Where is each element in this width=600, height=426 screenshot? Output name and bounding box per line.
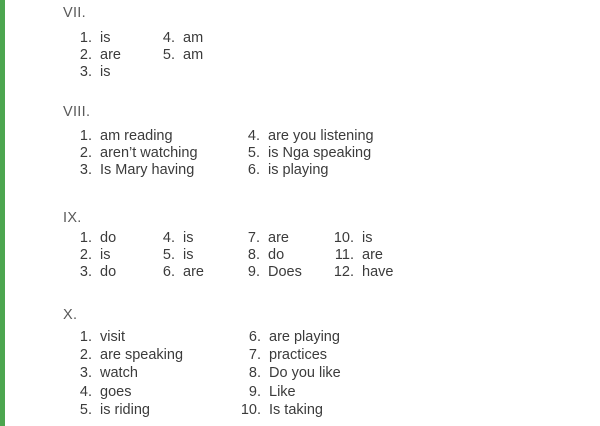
answer-item bbox=[332, 247, 393, 264]
item-number: 4. bbox=[162, 230, 175, 246]
item-text: are bbox=[100, 47, 121, 63]
answer-item bbox=[70, 230, 116, 247]
answer-item bbox=[239, 346, 341, 364]
item-number: 7. bbox=[247, 230, 260, 246]
item-number: 1. bbox=[79, 329, 92, 345]
answer-item bbox=[70, 47, 121, 64]
item-text: is bbox=[362, 230, 373, 246]
item-text: is playing bbox=[268, 162, 329, 178]
answer-item bbox=[70, 145, 198, 162]
item-text: are bbox=[268, 230, 289, 246]
answer-item bbox=[239, 328, 341, 346]
item-number: 2. bbox=[79, 347, 92, 364]
section-heading-viii: VIII. bbox=[63, 104, 91, 120]
item-number: 7. bbox=[248, 347, 261, 364]
item-number: 4. bbox=[247, 128, 260, 144]
item-text: visit bbox=[100, 329, 125, 345]
section-x-column-2 bbox=[239, 328, 341, 419]
answer-item bbox=[238, 145, 374, 162]
item-text: aren’t watching bbox=[100, 145, 198, 161]
answer-item bbox=[70, 346, 183, 364]
section-x-column-1 bbox=[70, 328, 183, 419]
answer-item bbox=[153, 247, 204, 264]
answer-item bbox=[238, 247, 302, 264]
item-text: do bbox=[100, 264, 117, 280]
item-text: am reading bbox=[100, 128, 173, 144]
item-number: 5. bbox=[79, 401, 92, 418]
item-number: 8. bbox=[248, 365, 261, 382]
item-number: 6. bbox=[162, 264, 175, 280]
answer-item bbox=[70, 30, 121, 47]
answer-item bbox=[238, 128, 374, 145]
section-ix-column-2 bbox=[153, 230, 204, 281]
item-text: is bbox=[100, 247, 111, 263]
item-number: 5. bbox=[162, 247, 175, 263]
answer-item bbox=[332, 230, 393, 247]
item-text: Does bbox=[268, 264, 302, 280]
item-number: 10. bbox=[240, 401, 261, 418]
item-number: 3. bbox=[79, 64, 92, 80]
item-text: have bbox=[362, 264, 394, 280]
item-number: 6. bbox=[248, 329, 261, 345]
item-text: do bbox=[268, 247, 285, 263]
section-heading-vii: VII. bbox=[63, 5, 86, 21]
item-number: 3. bbox=[79, 264, 92, 280]
answer-item bbox=[70, 264, 116, 281]
answer-item bbox=[153, 47, 203, 64]
item-text: do bbox=[100, 230, 117, 246]
item-number: 10. bbox=[333, 230, 354, 246]
section-heading-x: X. bbox=[63, 307, 78, 323]
answer-item bbox=[70, 328, 183, 346]
item-text: are bbox=[362, 247, 383, 263]
item-number: 9. bbox=[248, 383, 261, 400]
answer-item bbox=[153, 264, 204, 281]
item-text: is bbox=[100, 30, 111, 46]
item-number: 5. bbox=[247, 145, 260, 161]
section-viii-column-2 bbox=[238, 128, 374, 179]
item-text: are bbox=[183, 264, 204, 280]
section-ix-column-4 bbox=[332, 230, 393, 281]
item-number: 4. bbox=[79, 383, 92, 400]
section-vii-column-2 bbox=[153, 30, 203, 64]
item-number: 6. bbox=[247, 162, 260, 178]
item-text: are speaking bbox=[100, 347, 184, 364]
answer-item bbox=[70, 383, 183, 401]
answer-item bbox=[153, 230, 204, 247]
item-number: 8. bbox=[247, 247, 260, 263]
section-ix-column-1 bbox=[70, 230, 116, 281]
answer-item bbox=[70, 162, 198, 179]
answer-item bbox=[238, 230, 302, 247]
section-vii-column-1 bbox=[70, 30, 121, 81]
answer-item bbox=[238, 162, 374, 179]
item-number: 2. bbox=[79, 47, 92, 63]
item-number: 4. bbox=[162, 30, 175, 46]
item-number: 11. bbox=[334, 247, 354, 263]
answer-item bbox=[332, 264, 393, 281]
item-text: Do you like bbox=[269, 365, 341, 382]
item-text: are you listening bbox=[268, 128, 374, 144]
item-text: practices bbox=[269, 347, 328, 364]
item-text: is bbox=[183, 247, 194, 263]
answer-item bbox=[239, 401, 341, 419]
section-ix-column-3 bbox=[238, 230, 302, 281]
answer-item bbox=[239, 383, 341, 401]
item-text: are playing bbox=[269, 329, 340, 345]
item-text: is bbox=[100, 64, 111, 80]
item-text: is bbox=[183, 230, 194, 246]
item-text: goes bbox=[100, 383, 132, 400]
item-text: Like bbox=[269, 383, 296, 400]
answer-item bbox=[238, 264, 302, 281]
section-heading-ix: IX. bbox=[63, 210, 82, 226]
item-text: am bbox=[183, 47, 204, 63]
item-text: am bbox=[183, 30, 204, 46]
answer-item bbox=[70, 247, 116, 264]
item-number: 1. bbox=[79, 128, 92, 144]
answer-item bbox=[70, 401, 183, 419]
item-number: 2. bbox=[79, 145, 92, 161]
answer-item bbox=[153, 30, 203, 47]
item-text: Is Mary having bbox=[100, 162, 195, 178]
item-number: 5. bbox=[162, 47, 175, 63]
section-viii-column-1 bbox=[70, 128, 198, 179]
item-text: watch bbox=[100, 365, 138, 382]
item-text: is Nga speaking bbox=[268, 145, 372, 161]
answer-item bbox=[70, 364, 183, 382]
item-number: 2. bbox=[79, 247, 92, 263]
item-text: is riding bbox=[100, 401, 150, 418]
item-number: 12. bbox=[333, 264, 354, 280]
item-number: 1. bbox=[79, 30, 92, 46]
answer-item bbox=[70, 64, 121, 81]
item-text: Is taking bbox=[269, 401, 323, 418]
item-number: 1. bbox=[79, 230, 92, 246]
answer-item bbox=[239, 364, 341, 382]
item-number: 9. bbox=[247, 264, 260, 280]
answer-item bbox=[70, 128, 198, 145]
item-number: 3. bbox=[79, 365, 92, 382]
item-number: 3. bbox=[79, 162, 92, 178]
green-accent-bar bbox=[0, 0, 5, 426]
